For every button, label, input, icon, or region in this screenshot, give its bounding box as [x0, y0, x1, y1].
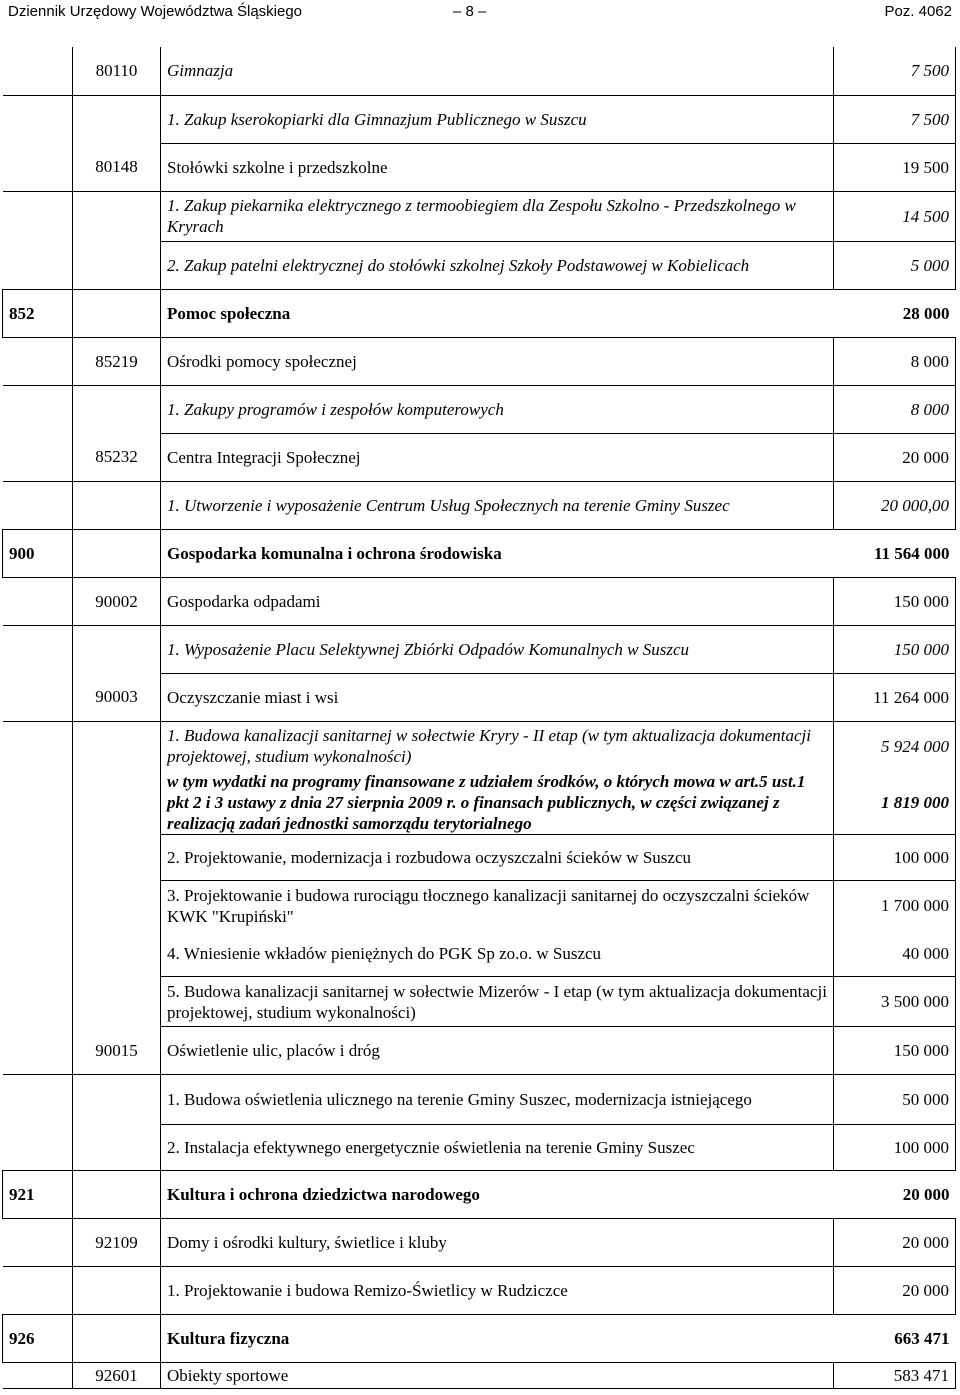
amount: 150 000 [834, 625, 956, 673]
amount: 583 471 [834, 1363, 956, 1389]
amount: 663 471 [834, 1315, 956, 1363]
table-row [3, 577, 956, 625]
item-name: Domy i ośrodki kultury, świetlice i kluby [161, 1219, 834, 1267]
item-name: Stołówki szkolne i przedszkolne [161, 143, 834, 191]
item-name: 2. Zakup patelni elektrycznej do stołówki szkolnej Szkoły Podstawowej w Kobielicach [161, 241, 834, 289]
item-name: Gospodarka komunalna i ochrona środowiska [161, 529, 834, 577]
division-code [3, 1075, 73, 1125]
chapter-code: 80110 [73, 47, 161, 95]
item-name: Kultura i ochrona dziedzictwa narodowego [161, 1171, 834, 1219]
table-row [3, 241, 956, 289]
amount: 20 000 [834, 1219, 956, 1267]
division-code [3, 835, 73, 881]
item-name: 3. Projektowanie i budowa rurociągu tłocznego kanalizacji sanitarnej do oczyszczalni ścieków KWK "Krupiński" [161, 881, 834, 931]
table-row [3, 1171, 956, 1219]
chapter-code [73, 241, 161, 289]
division-code [3, 481, 73, 529]
journal-title: Dziennik Urzędowy Województwa Śląskiego [8, 3, 303, 20]
amount: 19 500 [834, 143, 956, 191]
chapter-code [73, 191, 161, 241]
amount: 20 000 [834, 433, 956, 481]
chapter-code [73, 977, 161, 1027]
chapter-code [73, 771, 161, 835]
chapter-code [73, 481, 161, 529]
table-row [3, 1315, 956, 1363]
item-name: Kultura fizyczna [161, 1315, 834, 1363]
table-row [3, 673, 956, 721]
amount: 20 000 [834, 1171, 956, 1219]
item-name: 2. Projektowanie, modernizacja i rozbudowa oczyszczalni ścieków w Suszcu [161, 835, 834, 881]
chapter-code: 85232 [73, 433, 161, 481]
division-code [3, 47, 73, 95]
budget-table [2, 47, 956, 1389]
chapter-code [73, 881, 161, 931]
table-row [3, 289, 956, 337]
chapter-code [73, 1315, 161, 1363]
chapter-code: 85219 [73, 337, 161, 385]
table-row [3, 1267, 956, 1315]
division-code [3, 337, 73, 385]
amount: 5 924 000 [834, 721, 956, 771]
table-row [3, 143, 956, 191]
item-name: 2. Instalacja efektywnego energetycznie oświetlenia na terenie Gminy Suszec [161, 1125, 834, 1171]
division-code [3, 1267, 73, 1315]
division-code [3, 673, 73, 721]
table-row [3, 881, 956, 931]
amount: 7 500 [834, 95, 956, 143]
chapter-code [73, 835, 161, 881]
chapter-code: 90002 [73, 577, 161, 625]
amount: 150 000 [834, 1027, 956, 1075]
amount: 40 000 [834, 931, 956, 977]
table-row [3, 337, 956, 385]
item-name: 1. Projektowanie i budowa Remizo-Świetlicy w Rudziczce [161, 1267, 834, 1315]
page-header [0, 0, 960, 28]
item-name: 4. Wniesienie wkładów pieniężnych do PGK Sp zo.o. w Suszcu [161, 931, 834, 977]
chapter-code: 92109 [73, 1219, 161, 1267]
division-code [3, 1363, 73, 1389]
item-name: Pomoc społeczna [161, 289, 834, 337]
division-code [3, 625, 73, 673]
amount: 28 000 [834, 289, 956, 337]
amount: 100 000 [834, 1125, 956, 1171]
table-row [3, 481, 956, 529]
item-name: 1. Budowa oświetlenia ulicznego na terenie Gminy Suszec, modernizacja istniejącego [161, 1075, 834, 1125]
division-code [3, 191, 73, 241]
amount: 8 000 [834, 385, 956, 433]
amount: 5 000 [834, 241, 956, 289]
amount: 7 500 [834, 47, 956, 95]
chapter-code [73, 1171, 161, 1219]
amount: 14 500 [834, 191, 956, 241]
amount: 11 564 000 [834, 529, 956, 577]
division-code [3, 931, 73, 977]
table-row [3, 1027, 956, 1075]
item-name: Gimnazja [161, 47, 834, 95]
division-code [3, 721, 73, 771]
table-row [3, 385, 956, 433]
chapter-code [73, 625, 161, 673]
amount: 3 500 000 [834, 977, 956, 1027]
amount: 150 000 [834, 577, 956, 625]
amount: 20 000 [834, 1267, 956, 1315]
amount: 1 700 000 [834, 881, 956, 931]
table-row [3, 931, 956, 977]
amount: 20 000,00 [834, 481, 956, 529]
item-name: 1. Wyposażenie Placu Selektywnej Zbiórki Odpadów Komunalnych w Suszcu [161, 625, 834, 673]
table-row [3, 721, 956, 771]
item-name: 1. Utworzenie i wyposażenie Centrum Usług Społecznych na terenie Gminy Suszec [161, 481, 834, 529]
chapter-code [73, 1125, 161, 1171]
chapter-code: 90003 [73, 673, 161, 721]
item-name: Ośrodki pomocy społecznej [161, 337, 834, 385]
item-name: Oświetlenie ulic, placów i dróg [161, 1027, 834, 1075]
item-name: w tym wydatki na programy finansowane z udziałem środków, o których mowa w art.5 ust.1 pkt 2 i 3 ustawy z dnia 27 sierpnia 2009 r. o finansach publicznych, w części związanej z realizacją zadań jednostki samorządu terytorialnego [161, 771, 834, 835]
chapter-code [73, 95, 161, 143]
division-code [3, 95, 73, 143]
item-name: 1. Zakup piekarnika elektrycznego z termoobiegiem dla Zespołu Szkolno - Przedszkolnego w Kryrach [161, 191, 834, 241]
amount: 11 264 000 [834, 673, 956, 721]
chapter-code [73, 289, 161, 337]
table-row [3, 771, 956, 835]
amount: 8 000 [834, 337, 956, 385]
chapter-code [73, 1267, 161, 1315]
division-code [3, 577, 73, 625]
item-name: 1. Zakupy programów i zespołów komputerowych [161, 385, 834, 433]
chapter-code: 92601 [73, 1363, 161, 1389]
division-code [3, 143, 73, 191]
chapter-code [73, 721, 161, 771]
chapter-code [73, 931, 161, 977]
division-code [3, 433, 73, 481]
table-row [3, 529, 956, 577]
division-code [3, 241, 73, 289]
table-row [3, 977, 956, 1027]
position-number: Poz. 4062 [884, 3, 952, 20]
item-name: 5. Budowa kanalizacji sanitarnej w sołectwie Mizerów - I etap (w tym aktualizacja dokumentacji projektowej, studium wykonalności) [161, 977, 834, 1027]
division-code [3, 881, 73, 931]
chapter-code [73, 529, 161, 577]
table-row [3, 1219, 956, 1267]
table-row [3, 835, 956, 881]
table-row [3, 433, 956, 481]
item-name: Oczyszczanie miast i wsi [161, 673, 834, 721]
chapter-code [73, 1075, 161, 1125]
division-code [3, 385, 73, 433]
table-row [3, 1363, 956, 1389]
page-number: – 8 – [453, 3, 487, 20]
item-name: 1. Zakup kserokopiarki dla Gimnazjum Publicznego w Suszcu [161, 95, 834, 143]
chapter-code [73, 385, 161, 433]
table-row [3, 95, 956, 143]
item-name: 1. Budowa kanalizacji sanitarnej w sołectwie Kryry - II etap (w tym aktualizacja dokumentacji projektowej, studium wykonalności) [161, 721, 834, 771]
chapter-code: 90015 [73, 1027, 161, 1075]
division-code: 921 [3, 1171, 73, 1219]
division-code: 852 [3, 289, 73, 337]
division-code [3, 1027, 73, 1075]
division-code: 926 [3, 1315, 73, 1363]
table-row [3, 625, 956, 673]
item-name: Centra Integracji Społecznej [161, 433, 834, 481]
table-row [3, 1075, 956, 1125]
table-row [3, 47, 956, 95]
table-row [3, 191, 956, 241]
division-code [3, 977, 73, 1027]
division-code: 900 [3, 529, 73, 577]
division-code [3, 1219, 73, 1267]
item-name: Obiekty sportowe [161, 1363, 834, 1389]
chapter-code: 80148 [73, 143, 161, 191]
table-row [3, 1125, 956, 1171]
item-name: Gospodarka odpadami [161, 577, 834, 625]
amount: 1 819 000 [834, 771, 956, 835]
division-code [3, 771, 73, 835]
budget-table-body [3, 47, 956, 1389]
division-code [3, 1125, 73, 1171]
amount: 50 000 [834, 1075, 956, 1125]
amount: 100 000 [834, 835, 956, 881]
